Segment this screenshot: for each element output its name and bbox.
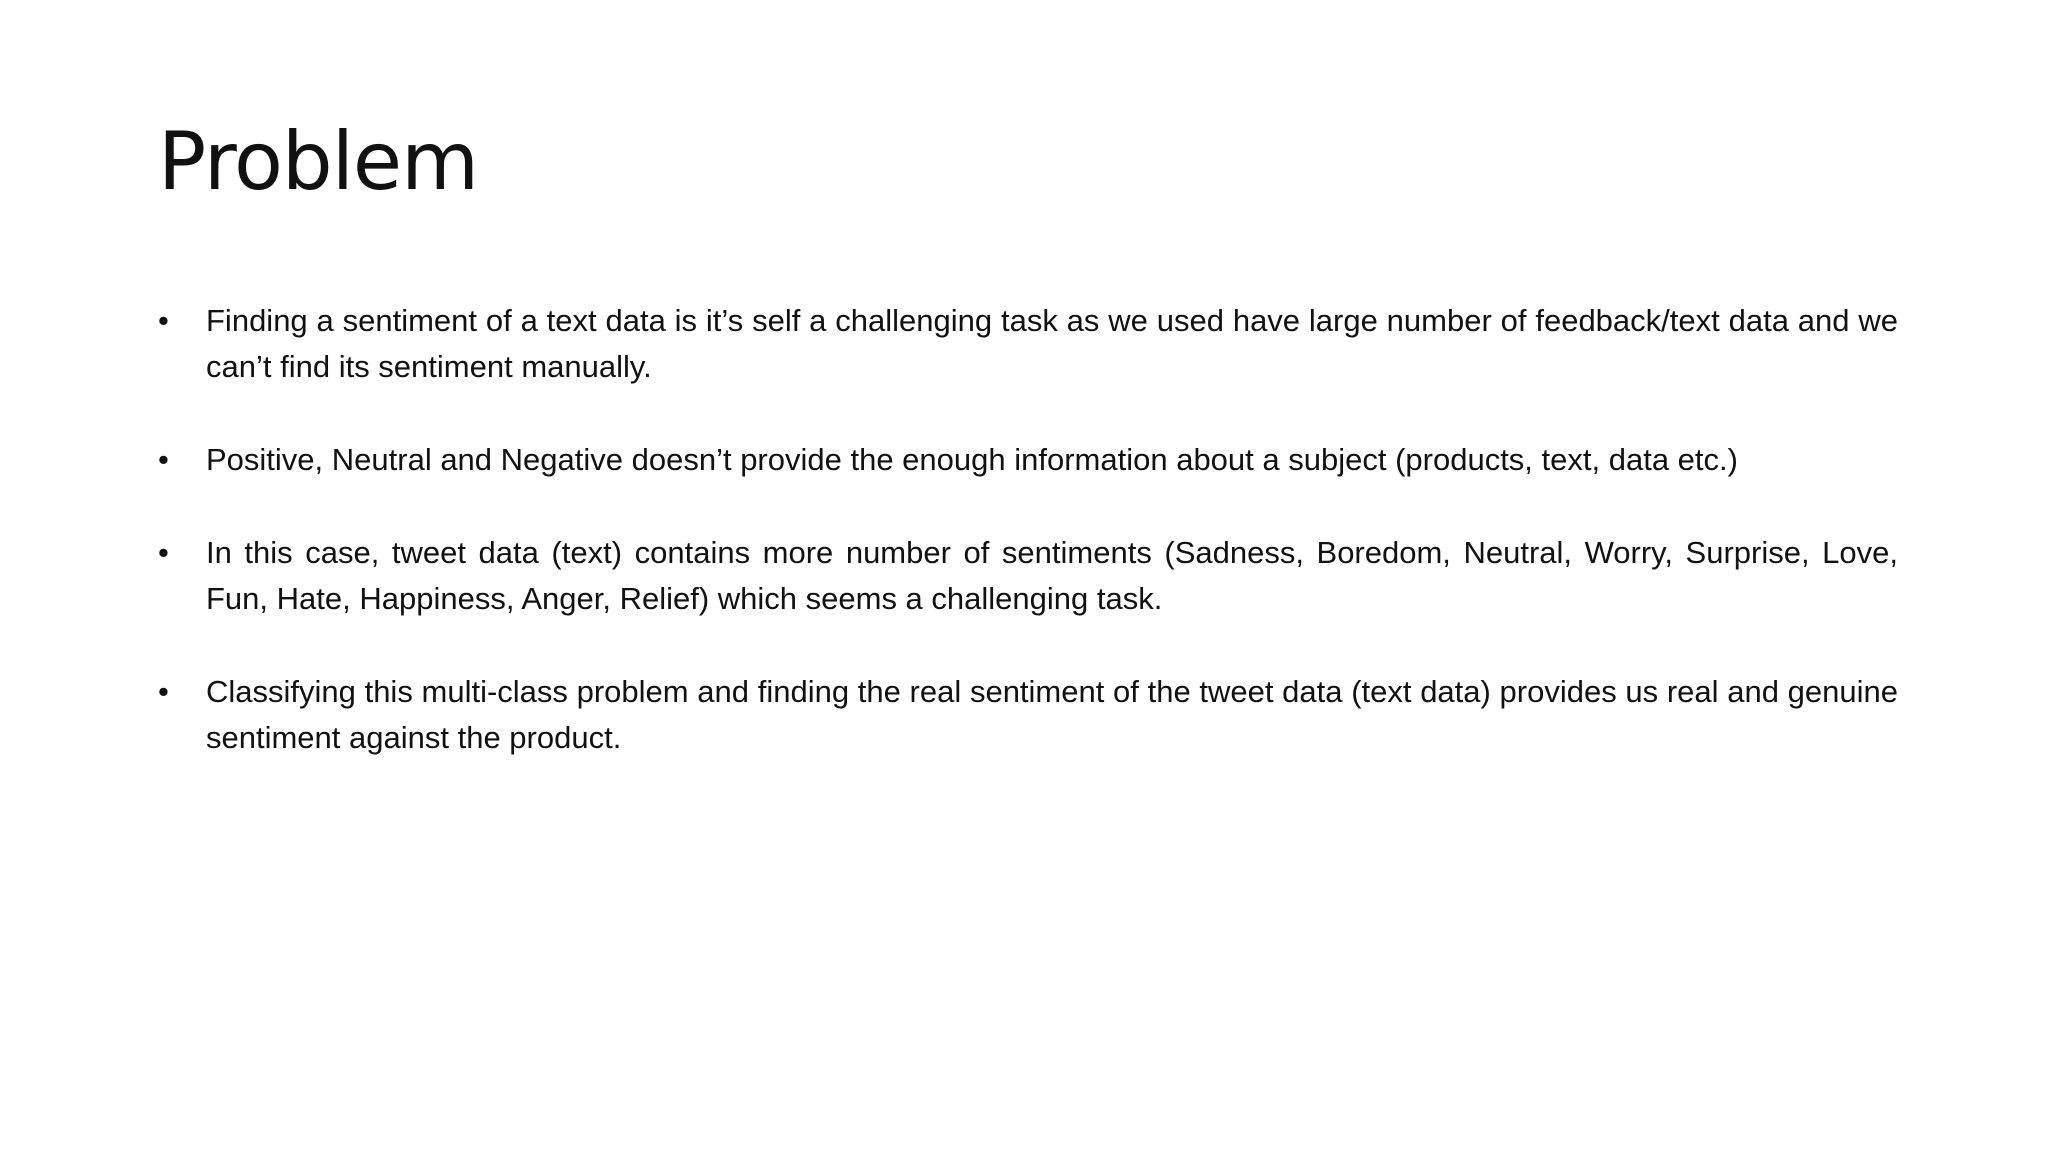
bullet-list	[158, 298, 1898, 808]
bullet-text: Positive, Neutral and Negative doesn’t provide the enough information about a subject (products, text, data etc.)	[206, 442, 1738, 477]
bullet-item	[158, 669, 1898, 761]
bullet-icon: •	[158, 303, 169, 338]
bullet-item	[158, 437, 1898, 483]
bullet-text: Classifying this multi-class problem and finding the real sentiment of the tweet data (text data) provides us real and genuine sentiment against the product.	[206, 674, 1898, 755]
bullet-item	[158, 530, 1898, 622]
slide-title: Problem	[158, 115, 479, 208]
bullet-icon: •	[158, 442, 169, 477]
bullet-icon: •	[158, 674, 169, 709]
bullet-icon: •	[158, 535, 169, 570]
bullet-text: In this case, tweet data (text) contains more number of sentiments (Sadness, Boredom, Neutral, Worry, Surprise, Love, Fun, Hate, Happiness, Anger, Relief) which seems a challenging task.	[206, 535, 1898, 616]
bullet-item	[158, 298, 1898, 390]
bullet-text: Finding a sentiment of a text data is it’s self a challenging task as we used have large number of feedback/text data and we can’t find its sentiment manually.	[206, 303, 1898, 384]
